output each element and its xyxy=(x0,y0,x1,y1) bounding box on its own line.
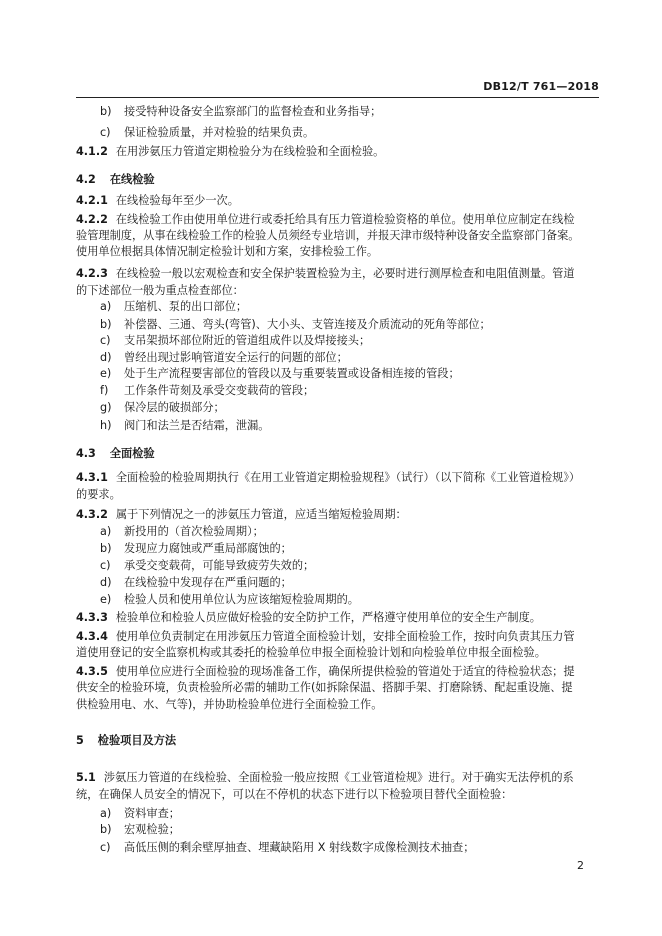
list-marker: a) xyxy=(100,300,112,313)
list-marker: e) xyxy=(100,367,112,380)
continuation-line xyxy=(76,244,602,260)
clause-number: 4.2 xyxy=(76,173,96,186)
header-rule xyxy=(76,97,599,98)
list-item xyxy=(100,333,626,349)
list-marker: a) xyxy=(100,807,112,820)
clause-line xyxy=(76,266,602,282)
clause-number: 4.3.2 xyxy=(76,508,108,521)
list-item xyxy=(100,524,626,540)
line-text: 使用单位应进行全面检验的现场准备工作，确保所提供检验的管道处于适宜的待检验状态；提 xyxy=(115,665,575,678)
line-text: 阀门和法兰是否结霜，泄漏。 xyxy=(124,419,270,432)
section-heading xyxy=(76,733,602,749)
clause-number: 4.2.2 xyxy=(76,213,108,226)
line-text: 工作条件苛刻及承受交变载荷的管段； xyxy=(124,384,315,397)
line-text: 使用单位负责制定在用涉氨压力管道全面检验计划，安排全面检验工作，按时向负责其压力管 xyxy=(115,630,575,643)
continuation-line xyxy=(76,645,602,661)
list-marker: b) xyxy=(100,542,112,555)
list-marker: d) xyxy=(100,351,112,364)
list-item xyxy=(100,299,626,315)
line-text: 新投用的（首次检验周期）； xyxy=(124,525,264,538)
line-text: 的要求。 xyxy=(76,488,121,501)
line-text: 保证检验质量，并对检验的结果负责。 xyxy=(124,126,315,139)
list-item xyxy=(100,806,626,822)
line-text: 补偿器、三通、弯头(弯管)、大小头、支管连接及介质流动的死角等部位； xyxy=(124,318,491,331)
list-marker: b) xyxy=(100,318,112,331)
line-text: 在线检验一般以宏观检查和安全保护装置检验为主，必要时进行测厚检查和电阻值测量。管道 xyxy=(115,267,575,280)
line-text: 曾经出现过影响管道安全运行的问题的部位； xyxy=(124,351,348,364)
line-text: 使用单位根据具体情况制定检验计划和方案，安排检验工作。 xyxy=(76,245,379,258)
line-text: 支吊架损坏部位附近的管道组成件以及焊接接头； xyxy=(124,334,371,347)
line-text: 的下述部位一般为重点检查部位： xyxy=(76,284,244,297)
clause-line xyxy=(76,144,602,160)
list-marker: c) xyxy=(100,559,111,572)
line-text: 道使用登记的安全监察机构或其委托的检验单位申报全面检验计划和向检验单位申报全面检验。 xyxy=(76,646,546,659)
line-text: 资料审查； xyxy=(124,807,180,820)
line-text: 宏观检验； xyxy=(124,823,180,836)
list-marker: g) xyxy=(100,401,112,414)
line-text: 在线检验每年至少一次。 xyxy=(115,194,239,207)
list-marker: d) xyxy=(100,576,112,589)
list-item xyxy=(100,317,626,333)
line-text: 承受交变载荷，可能导致疲劳失效的； xyxy=(124,559,315,572)
line-text: 全面检验 xyxy=(109,447,155,460)
list-item xyxy=(100,575,626,591)
clause-number: 4.2.1 xyxy=(76,194,108,207)
list-marker: b) xyxy=(100,823,112,836)
list-marker: c) xyxy=(100,334,111,347)
list-marker: f) xyxy=(100,384,109,397)
section-heading xyxy=(76,172,602,188)
list-item xyxy=(100,350,626,366)
clause-number: 4.3 xyxy=(76,447,96,460)
clause-line xyxy=(76,507,602,523)
line-text: 处于生产流程要害部位的管段以及与重要装置或设备相连接的管段； xyxy=(124,367,460,380)
line-text: 涉氨压力管道的在线检验、全面检验一般应按照《工业管道检规》进行。对于确实无法停机的系 xyxy=(103,771,574,784)
line-text: 发现应力腐蚀或严重局部腐蚀的； xyxy=(124,542,292,555)
list-item xyxy=(100,104,626,120)
continuation-line xyxy=(76,787,602,803)
clause-line xyxy=(76,470,602,486)
list-marker: h) xyxy=(100,419,112,432)
clause-line xyxy=(76,610,602,626)
line-text: 供检验用电、水、气等)，并协助检验单位进行全面检验工作。 xyxy=(76,698,383,711)
document-code: DB12/T 761—2018 xyxy=(483,80,599,93)
line-text: 属于下列情况之一的涉氨压力管道，应适当缩短检验周期： xyxy=(115,508,407,521)
line-text: 统，在确保人员安全的情况下，可以在不停机的状态下进行以下检验项目替代全面检验： xyxy=(76,788,513,801)
line-text: 检验项目及方法 xyxy=(97,734,177,747)
line-text: 验管理制度，从事在线检验工作的检验人员须经专业培训，并报天津市级特种设备安全监察部门备案。 xyxy=(76,229,580,242)
list-item xyxy=(100,840,626,856)
clause-number: 4.3.3 xyxy=(76,611,108,624)
list-item xyxy=(100,400,626,416)
clause-number: 4.1.2 xyxy=(76,145,108,158)
list-marker: e) xyxy=(100,593,112,606)
section-heading xyxy=(76,446,602,462)
line-text: 保冷层的破损部分； xyxy=(124,401,225,414)
line-text: 压缩机、泵的出口部位； xyxy=(124,300,248,313)
clause-line xyxy=(76,770,602,786)
clause-number: 4.2.3 xyxy=(76,267,108,280)
continuation-line xyxy=(76,697,602,713)
line-text: 在线检验中发现存在严重问题的； xyxy=(124,576,292,589)
list-item xyxy=(100,383,626,399)
list-marker: c) xyxy=(100,841,111,854)
clause-number: 5 xyxy=(76,734,84,747)
continuation-line xyxy=(76,283,602,299)
line-text: 供安全的检验环境，负责检验所必需的辅助工作(如拆除保温、搭脚手架、打磨除锈、配起重设施、提 xyxy=(76,681,573,694)
line-text: 全面检验的检验周期执行《在用工业管道定期检验规程》（试行）（以下简称《工业管道检规》） xyxy=(115,471,581,484)
continuation-line xyxy=(76,487,602,503)
clause-number: 4.3.1 xyxy=(76,471,108,484)
list-marker: b) xyxy=(100,105,112,118)
list-item xyxy=(100,822,626,838)
clause-line xyxy=(76,212,602,228)
clause-number: 4.3.4 xyxy=(76,630,108,643)
clause-line xyxy=(76,664,602,680)
list-item xyxy=(100,592,626,608)
clause-number: 5.1 xyxy=(76,771,96,784)
list-item xyxy=(100,541,626,557)
continuation-line xyxy=(76,680,602,696)
continuation-line xyxy=(76,228,602,244)
clause-number: 4.3.5 xyxy=(76,665,108,678)
list-item xyxy=(100,125,626,141)
list-item xyxy=(100,366,626,382)
line-text: 在线检验 xyxy=(109,173,155,186)
line-text: 检验单位和检验人员应做好检验的安全防护工作，严格遵守使用单位的安全生产制度。 xyxy=(115,611,541,624)
clause-line xyxy=(76,629,602,645)
list-item xyxy=(100,418,626,434)
line-text: 高低压侧的剩余壁厚抽查、埋藏缺陷用 X 射线数字成像检测技术抽查； xyxy=(124,841,475,854)
line-text: 在用涉氨压力管道定期检验分为在线检验和全面检验。 xyxy=(115,145,385,158)
clause-line xyxy=(76,193,602,209)
page-number: 2 xyxy=(577,859,584,872)
list-marker: a) xyxy=(100,525,112,538)
list-item xyxy=(100,558,626,574)
line-text: 在线检验工作由使用单位进行或委托给具有压力管道检验资格的单位。使用单位应制定在线检 xyxy=(115,213,575,226)
list-marker: c) xyxy=(100,126,111,139)
line-text: 接受特种设备安全监察部门的监督检查和业务指导； xyxy=(124,105,382,118)
line-text: 检验人员和使用单位认为应该缩短检验周期的。 xyxy=(124,593,359,606)
